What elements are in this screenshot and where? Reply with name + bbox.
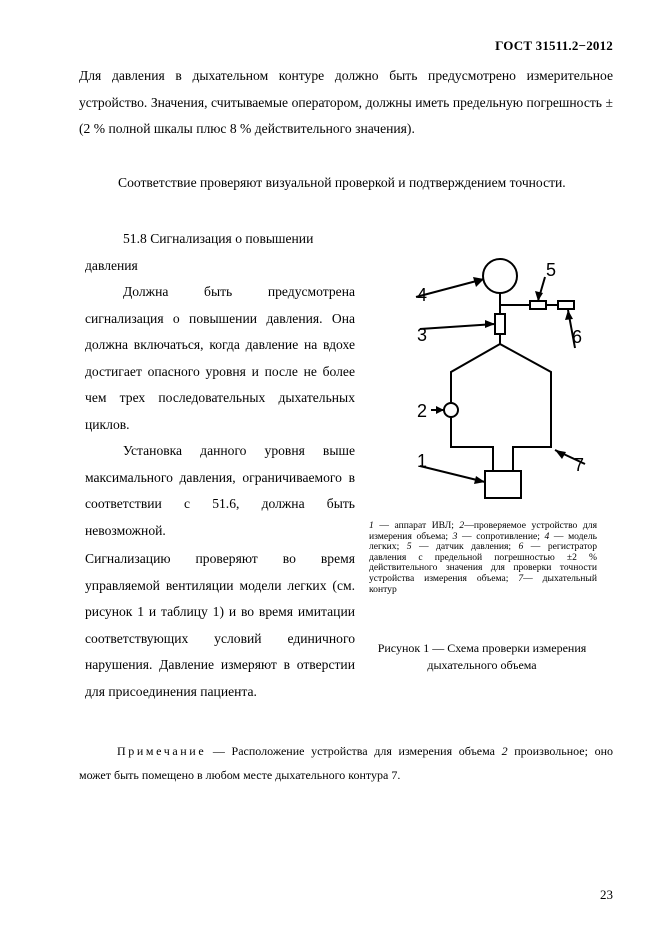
paragraph-compliance: Соответствие проверяют визуальной проверкой и подтверждением точности. bbox=[118, 175, 566, 190]
label-7: 7 bbox=[574, 455, 585, 475]
document-code: ГОСТ 31511.2−2012 bbox=[495, 38, 613, 53]
pressure-sensor-symbol bbox=[530, 301, 546, 309]
paragraph-pressure-measurement: Для давления в дыхательном контуре должно быть предусмотрено измерительное устройство. Значения, считываемые оператором, должны иметь предельную погрешность ± (2 % полной шкалы плюс 8 % действительного значения). bbox=[79, 68, 613, 136]
label-5: 5 bbox=[546, 260, 557, 280]
ventilator-symbol bbox=[485, 471, 521, 498]
resistance-symbol bbox=[495, 314, 505, 334]
lung-model-symbol bbox=[483, 259, 517, 293]
paragraph-alarm-test: Сигнализацию проверяют во время управляемой вентиляции модели легких (см. рисунок 1 и таблицу 1) и во время имитации соответствующих условий единичного нарушения. Давление измеряют в отверстии для присоединения пациента. bbox=[85, 551, 355, 699]
label-4: 4 bbox=[417, 285, 428, 305]
paragraph-alarm-requirement: Должна быть предусмотрена сигнализация о повышении давления. Она должна включаться, когда давление на вдохе достигает опасного уровня и после не более чем трех последовательных дыхательных циклов. bbox=[85, 284, 355, 432]
figure-caption: Рисунок 1 — Схема проверки измерения дыхательного объема bbox=[377, 641, 587, 672]
label-6: 6 bbox=[572, 327, 583, 347]
pressure-recorder-symbol bbox=[558, 301, 574, 309]
note-label: Примечание bbox=[117, 744, 207, 758]
section-title: 51.8 Сигнализация о повышении bbox=[123, 231, 314, 246]
paragraph-alarm-level: Установка данного уровня выше максимального давления, ограничиваемого в соответствии с 51.6, должна быть невозможной. bbox=[85, 443, 355, 538]
note: Примечание — Расположение устройства для измерения объема 2 произвольное; оно может быть помещено в любом месте дыхательного контура 7. bbox=[79, 744, 613, 782]
section-title-continued: давления bbox=[85, 258, 138, 273]
label-2: 2 bbox=[417, 401, 428, 421]
figure-legend: 1 — аппарат ИВЛ; 2—проверяемое устройство для измерения объема; 3 — сопротивление; 4 — модель легких; 5 — датчик давления; 6 — регистратор давления с предельной погрешностью ±2 % действительного значения для проверки точности устройства измерения объема; 7— дыхательный контур bbox=[369, 520, 598, 595]
page-number: 23 bbox=[600, 887, 613, 902]
breathing-circuit-diagram bbox=[400, 250, 620, 510]
label-3: 3 bbox=[417, 325, 428, 345]
volume-meter-symbol bbox=[444, 403, 458, 417]
label-1: 1 bbox=[417, 451, 428, 471]
